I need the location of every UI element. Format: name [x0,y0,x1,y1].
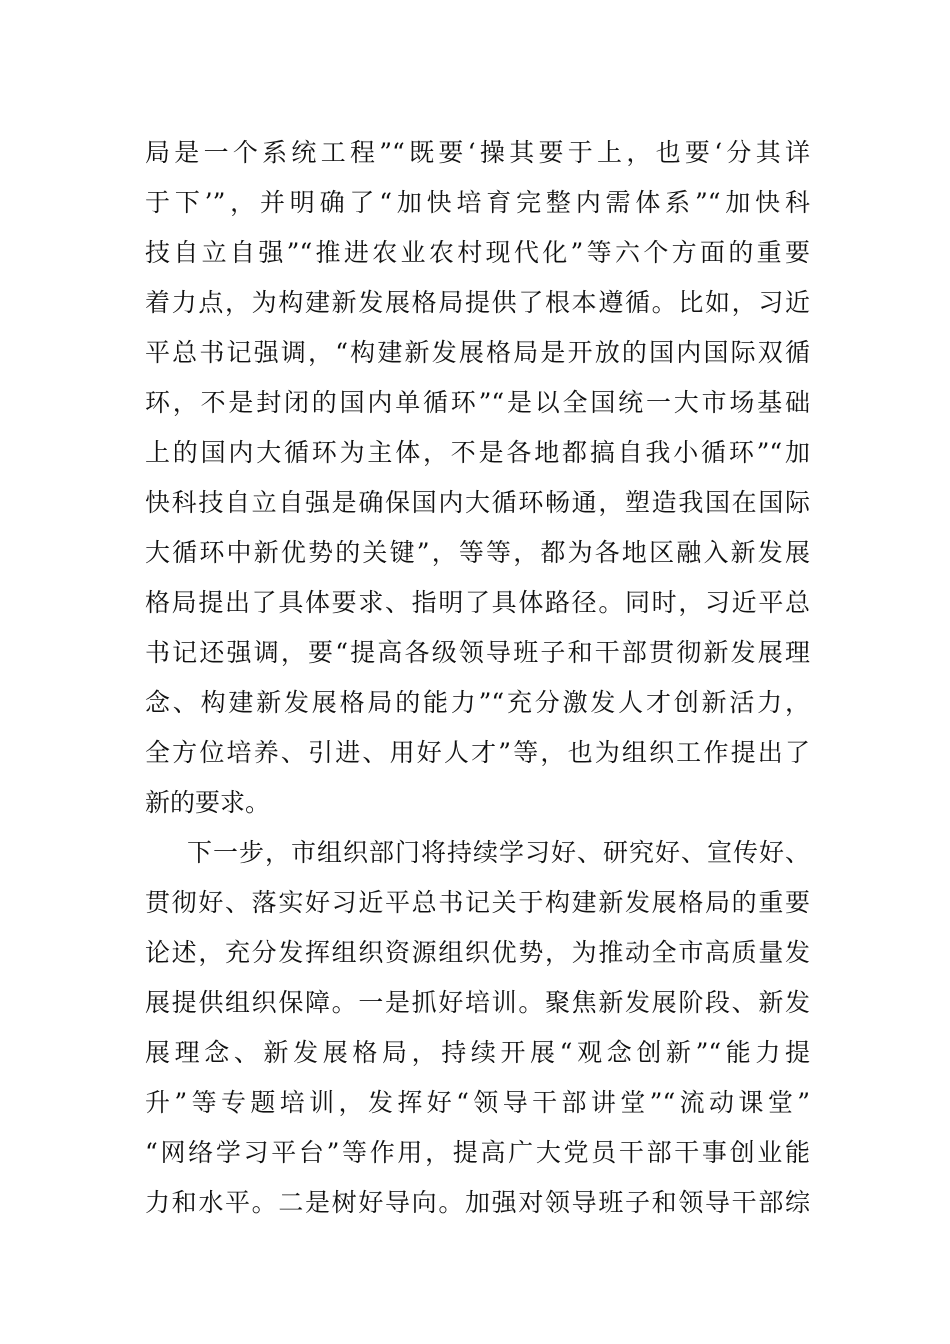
text-line: 快科技自立自强是确保国内大循环畅通，塑造我国在国际 [145,488,810,517]
text-line: 格局提出了具体要求、指明了具体路径。同时，习近平总 [145,588,810,617]
text-line: 展理念、新发展格局，持续开展“观念创新”“能力提 [145,1038,810,1067]
text-line: 着力点，为构建新发展格局提供了根本遵循。比如，习近 [145,288,810,317]
paragraph-1 [145,128,810,828]
text-line: 书记还强调，要“提高各级领导班子和干部贯彻新发展理 [145,638,810,667]
text-line: 贯彻好、落实好习近平总书记关于构建新发展格局的重要 [145,888,810,917]
paragraph-2 [145,828,810,1228]
text-line: 大循环中新优势的关键”，等等，都为各地区融入新发展 [145,538,810,567]
text-line: 上的国内大循环为主体，不是各地都搞自我小循环”“加 [145,438,810,467]
text-line: 升”等专题培训，发挥好“领导干部讲堂”“流动课堂” [145,1088,810,1117]
text-line: “网络学习平台”等作用，提高广大党员干部干事创业能 [145,1138,810,1167]
text-line: 念、构建新发展格局的能力”“充分激发人才创新活力， [145,688,810,717]
text-line: 环，不是封闭的国内单循环”“是以全国统一大市场基础 [145,388,810,417]
text-line: 论述，充分发挥组织资源组织优势，为推动全市高质量发 [145,938,810,967]
text-line: 平总书记强调，“构建新发展格局是开放的国内国际双循 [145,338,810,367]
document-body [145,128,810,1228]
text-line: 技自立自强”“推进农业农村现代化”等六个方面的重要 [145,238,810,267]
text-line: 全方位培养、引进、用好人才”等，也为组织工作提出了 [145,738,810,767]
text-line: 局是一个系统工程”“既要‘操其要于上，也要‘分其详 [145,138,810,167]
text-line: 力和水平。二是树好导向。加强对领导班子和领导干部综 [145,1188,810,1217]
text-line: 下一步，市组织部门将持续学习好、研究好、宣传好、 [187,838,810,867]
text-line: 新的要求。 [145,788,271,817]
text-line: 于下’”，并明确了“加快培育完整内需体系”“加快科 [145,188,810,217]
text-line: 展提供组织保障。一是抓好培训。聚焦新发展阶段、新发 [145,988,810,1017]
